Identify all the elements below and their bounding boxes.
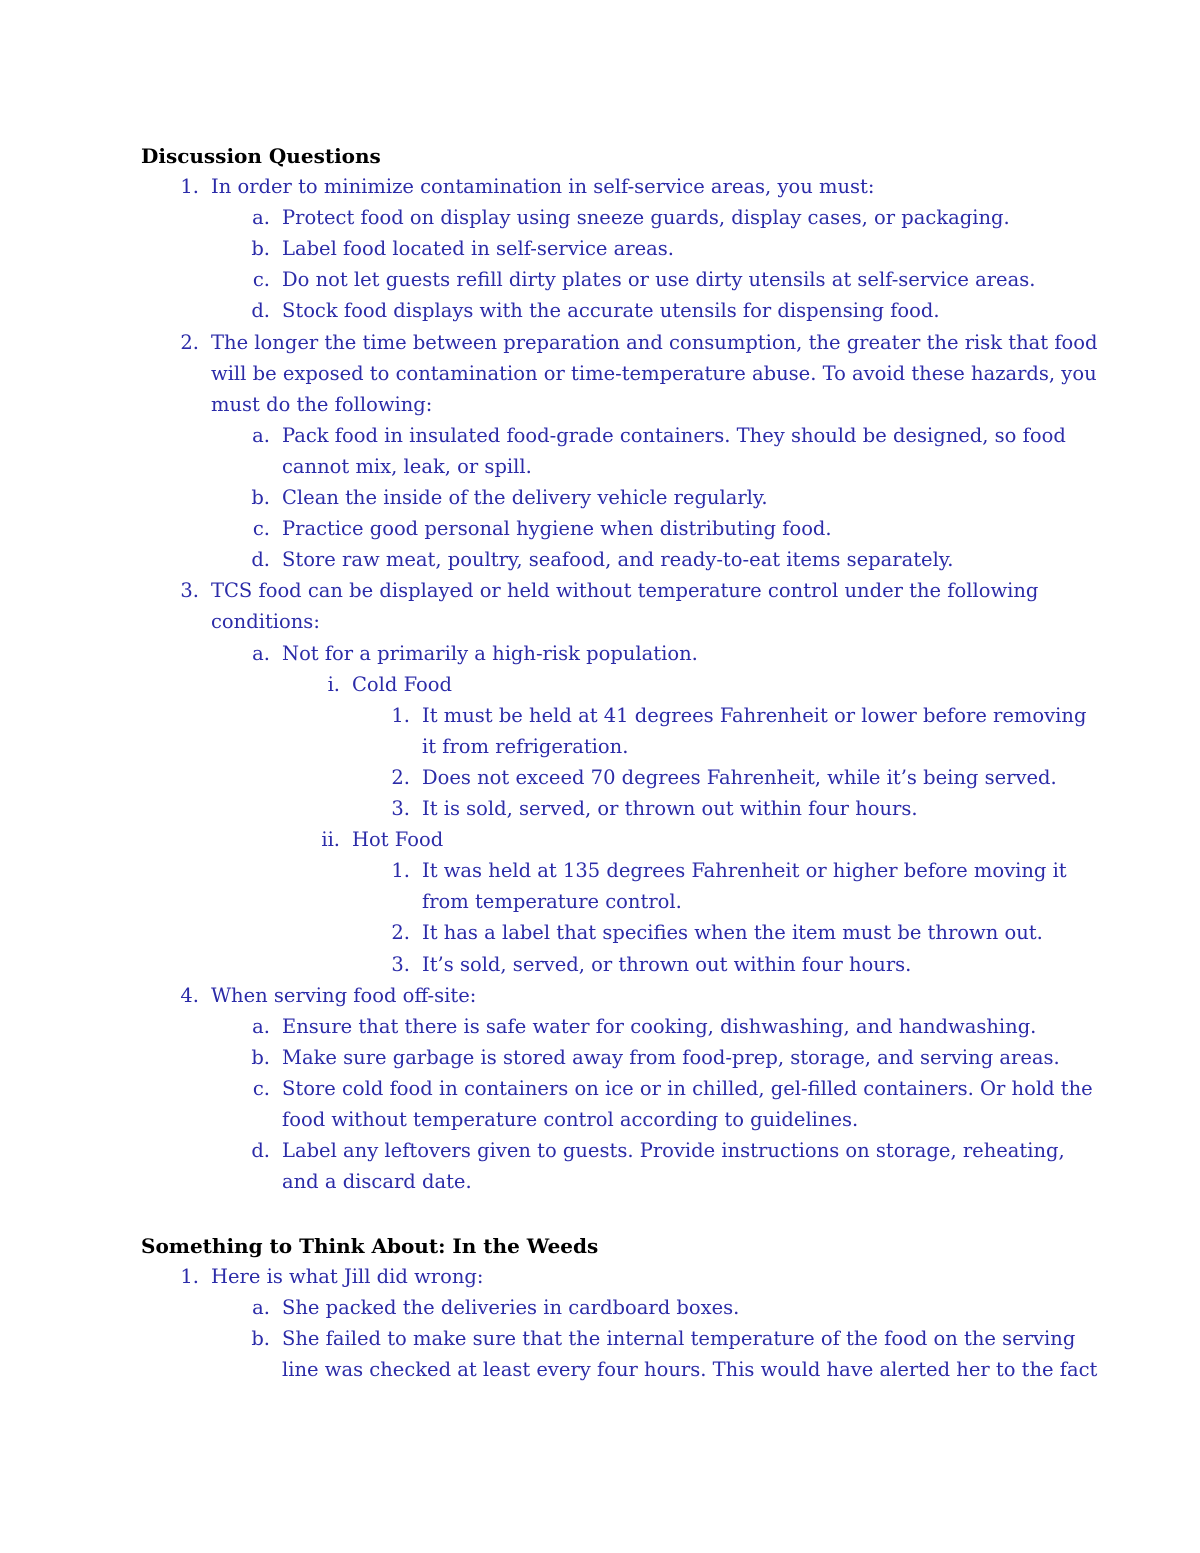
list-marker: 2. — [180, 331, 199, 354]
list-item-level-1 — [180, 579, 1039, 602]
list-item-level-1 — [211, 393, 432, 416]
list-item-text: from temperature control. — [422, 890, 682, 913]
list-item-text: Hot Food — [352, 828, 444, 851]
list-item-text: It has a label that specifies when the item must be thrown out. — [422, 921, 1043, 944]
list-marker: a. — [252, 1015, 270, 1038]
list-item-level-2 — [282, 455, 532, 478]
list-marker: 3. — [391, 953, 410, 976]
list-item-text: Here is what Jill did wrong: — [211, 1265, 484, 1288]
list-marker: c. — [252, 517, 270, 540]
list-marker: d. — [251, 1139, 270, 1162]
list-marker: c. — [252, 268, 270, 291]
list-item-text: TCS food can be displayed or held without temperature control under the following — [211, 579, 1039, 602]
list-marker: 2. — [391, 766, 410, 789]
list-item-text: It’s sold, served, or thrown out within four hours. — [422, 953, 912, 976]
list-item-text: It is sold, served, or thrown out within four hours. — [422, 797, 918, 820]
list-marker: i. — [327, 673, 340, 696]
list-item-text: Label any leftovers given to guests. Provide instructions on storage, reheating, — [282, 1139, 1065, 1162]
list-item-text: it from refrigeration. — [422, 735, 629, 758]
list-item-text: Stock food displays with the accurate utensils for dispensing food. — [282, 299, 940, 322]
list-marker: 3. — [180, 579, 199, 602]
list-marker: b. — [251, 237, 270, 260]
list-item-level-2 — [252, 1077, 1093, 1100]
list-item-level-2 — [282, 1108, 858, 1131]
list-item-level-2 — [251, 1046, 1060, 1069]
list-item-level-4 — [391, 921, 1043, 944]
list-marker: 4. — [180, 984, 199, 1007]
list-marker: 1. — [391, 704, 410, 727]
list-marker: b. — [251, 486, 270, 509]
list-marker: a. — [252, 1296, 270, 1319]
list-item-level-2 — [282, 1170, 472, 1193]
list-marker: ii. — [321, 828, 340, 851]
list-item-level-2 — [252, 1015, 1037, 1038]
list-item-text: Make sure garbage is stored away from food-prep, storage, and serving areas. — [282, 1046, 1060, 1069]
list-item-level-1 — [180, 984, 477, 1007]
list-marker: a. — [252, 206, 270, 229]
list-item-level-4 — [391, 953, 912, 976]
list-item-text: Label food located in self-service areas. — [282, 237, 674, 260]
list-item-text: Ensure that there is safe water for cooking, dishwashing, and handwashing. — [282, 1015, 1037, 1038]
list-item-text: will be exposed to contamination or time-temperature abuse. To avoid these hazards, you — [211, 362, 1097, 385]
list-item-level-2 — [251, 486, 768, 509]
list-marker: 1. — [180, 175, 199, 198]
list-item-text: When serving food off-site: — [211, 984, 477, 1007]
list-item-text: In order to minimize contamination in self-service areas, you must: — [211, 175, 875, 198]
list-item-level-2 — [252, 1296, 740, 1319]
list-marker: 1. — [180, 1265, 199, 1288]
list-marker: b. — [251, 1046, 270, 1069]
list-item-text: She failed to make sure that the internal temperature of the food on the serving — [282, 1327, 1076, 1350]
list-item-level-1 — [211, 362, 1097, 385]
list-item-level-4 — [422, 735, 628, 758]
list-item-level-2 — [251, 299, 940, 322]
list-item-level-2 — [251, 1139, 1065, 1162]
list-item-text: and a discard date. — [282, 1170, 472, 1193]
list-item-text: Protect food on display using sneeze guards, display cases, or packaging. — [282, 206, 1010, 229]
list-item-text: must do the following: — [211, 393, 433, 416]
list-item-level-4 — [391, 704, 1087, 727]
list-item-level-1 — [180, 1265, 484, 1288]
list-item-level-2 — [252, 268, 1036, 291]
list-item-level-4 — [391, 766, 1057, 789]
list-item-level-3 — [327, 673, 453, 696]
list-marker: d. — [251, 299, 270, 322]
think-heading: Something to Think About: In the Weeds — [141, 1234, 599, 1258]
list-item-text: Store raw meat, poultry, seafood, and ready-to-eat items separately. — [282, 548, 954, 571]
list-item-text: line was checked at least every four hours. This would have alerted her to the fact — [282, 1358, 1098, 1381]
list-item-text: Do not let guests refill dirty plates or use dirty utensils at self-service areas. — [282, 268, 1036, 291]
list-item-text: Store cold food in containers on ice or in chilled, gel-filled containers. Or hold the — [282, 1077, 1093, 1100]
list-item-text: It was held at 135 degrees Fahrenheit or higher before moving it — [422, 859, 1067, 882]
list-marker: c. — [252, 1077, 270, 1100]
list-item-level-1 — [180, 331, 1098, 354]
list-marker: a. — [252, 642, 270, 665]
list-item-level-4 — [391, 797, 918, 820]
list-item-level-2 — [252, 206, 1010, 229]
list-item-level-2 — [252, 424, 1066, 447]
list-item-level-1 — [211, 610, 320, 633]
list-marker: 2. — [391, 921, 410, 944]
list-item-level-4 — [422, 890, 682, 913]
list-item-text: It must be held at 41 degrees Fahrenheit or lower before removing — [422, 704, 1087, 727]
list-item-text: Not for a primarily a high-risk population. — [282, 642, 698, 665]
list-item-level-2 — [252, 642, 698, 665]
list-marker: 3. — [391, 797, 410, 820]
list-marker: d. — [251, 548, 270, 571]
list-item-text: cannot mix, leak, or spill. — [282, 455, 532, 478]
list-item-text: Cold Food — [352, 673, 453, 696]
list-item-level-2 — [282, 1358, 1097, 1381]
list-item-level-3 — [321, 828, 444, 851]
list-item-level-2 — [252, 517, 832, 540]
list-item-level-2 — [251, 548, 954, 571]
list-item-text: Pack food in insulated food-grade containers. They should be designed, so food — [282, 424, 1066, 447]
list-item-text: conditions: — [211, 610, 320, 633]
list-marker: b. — [251, 1327, 270, 1350]
discussion-heading: Discussion Questions — [141, 144, 381, 168]
list-item-text: Does not exceed 70 degrees Fahrenheit, while it’s being served. — [422, 766, 1057, 789]
list-item-text: Practice good personal hygiene when distributing food. — [282, 517, 832, 540]
list-item-text: food without temperature control according to guidelines. — [282, 1108, 859, 1131]
list-item-text: She packed the deliveries in cardboard boxes. — [282, 1296, 740, 1319]
list-item-level-4 — [391, 859, 1067, 882]
list-item-level-1 — [180, 175, 875, 198]
list-item-level-2 — [251, 1327, 1076, 1350]
list-item-text: The longer the time between preparation and consumption, the greater the risk that food — [211, 331, 1098, 354]
list-item-text: Clean the inside of the delivery vehicle regularly. — [282, 486, 768, 509]
list-marker: a. — [252, 424, 270, 447]
list-item-level-2 — [251, 237, 674, 260]
list-marker: 1. — [391, 859, 410, 882]
